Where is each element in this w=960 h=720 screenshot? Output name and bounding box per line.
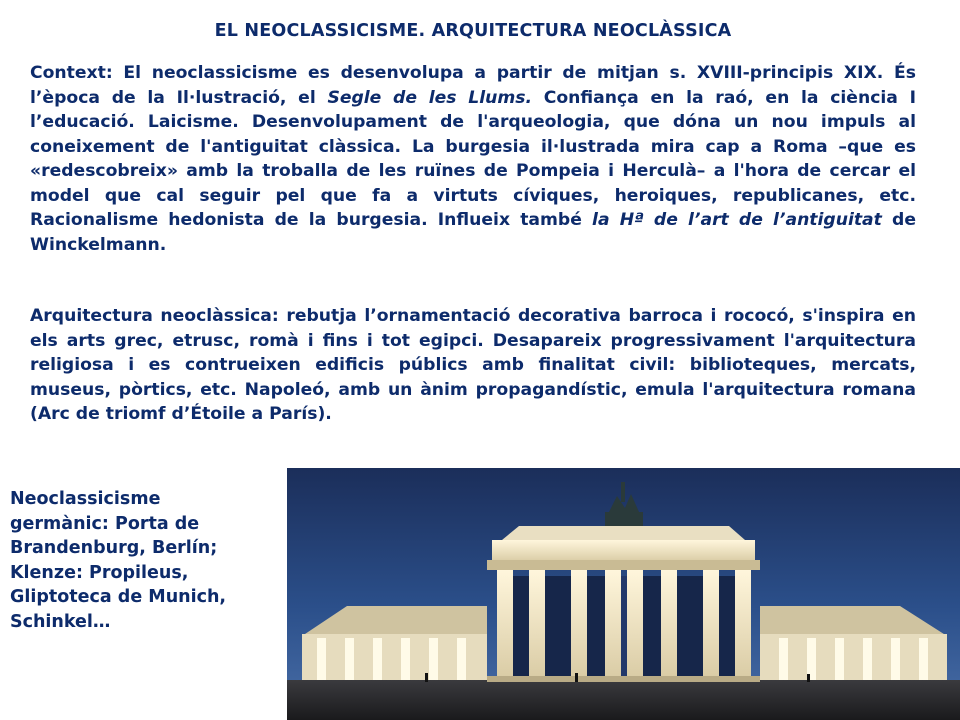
context-italic-segle: Segle de les Llums.	[327, 87, 532, 108]
caption-line: Klenze: Propileus,	[10, 562, 189, 583]
context-paragraph	[30, 61, 916, 257]
caption-line: Brandenburg, Berlín;	[10, 538, 218, 558]
context-text-2: Confiança en la raó, en la ciència I l’educació. Laicisme. Desenvolupament de l'arqueologia, que dóna un nou impuls al coneixement de l'antiguitat clàssica. La burgesia il·lustrada mira cap a Roma –que es «redescobreix» amb la troballa de les ruïnes de Pompeia i Herculà– a l'hora de cercar el model que cal seguir pel que fa a virtuts cíviques, heroiques, republicanes, etc. Racionalisme hedonista de la burgesia. Influeix també	[30, 87, 916, 230]
context-text-3: de Winckelmann.	[30, 210, 916, 255]
architecture-paragraph: Arquitectura neoclàssica: rebutja l’ornamentació decorativa barroca i rococó, s'inspira en els arts grec, etrusc, romà i fins i tot egipci. Desapareix progressivament l'arquitectura religiosa i es contrueixen edificis públics amb finalitat civil: biblioteques, mercats, museus, pòrtics, etc. Napoleó, amb un ànim propagandístic, emula l'arquitectura romana (Arc de triomf d’Étoile a París).	[30, 306, 916, 424]
brandenburg-gate-photo	[287, 468, 960, 720]
context-text-1: Context: El neoclassicisme es desenvolupa a partir de mitjan s. XVIII-principis XIX. És l’època de la Il·lustració, el	[30, 63, 916, 108]
caption-line: Neoclassicisme	[10, 489, 161, 509]
photo-caption	[10, 487, 280, 634]
caption-line: germànic: Porta de	[10, 513, 200, 534]
context-italic-winckelmann: la Hª de l’art de l’antiguitat	[592, 210, 882, 230]
page-title: EL NEOCLASSICISME. ARQUITECTURA NEOCLÀSSICA	[214, 21, 732, 41]
caption-line: Gliptoteca de Munich,	[10, 587, 227, 607]
caption-line: Schinkel…	[10, 611, 111, 632]
